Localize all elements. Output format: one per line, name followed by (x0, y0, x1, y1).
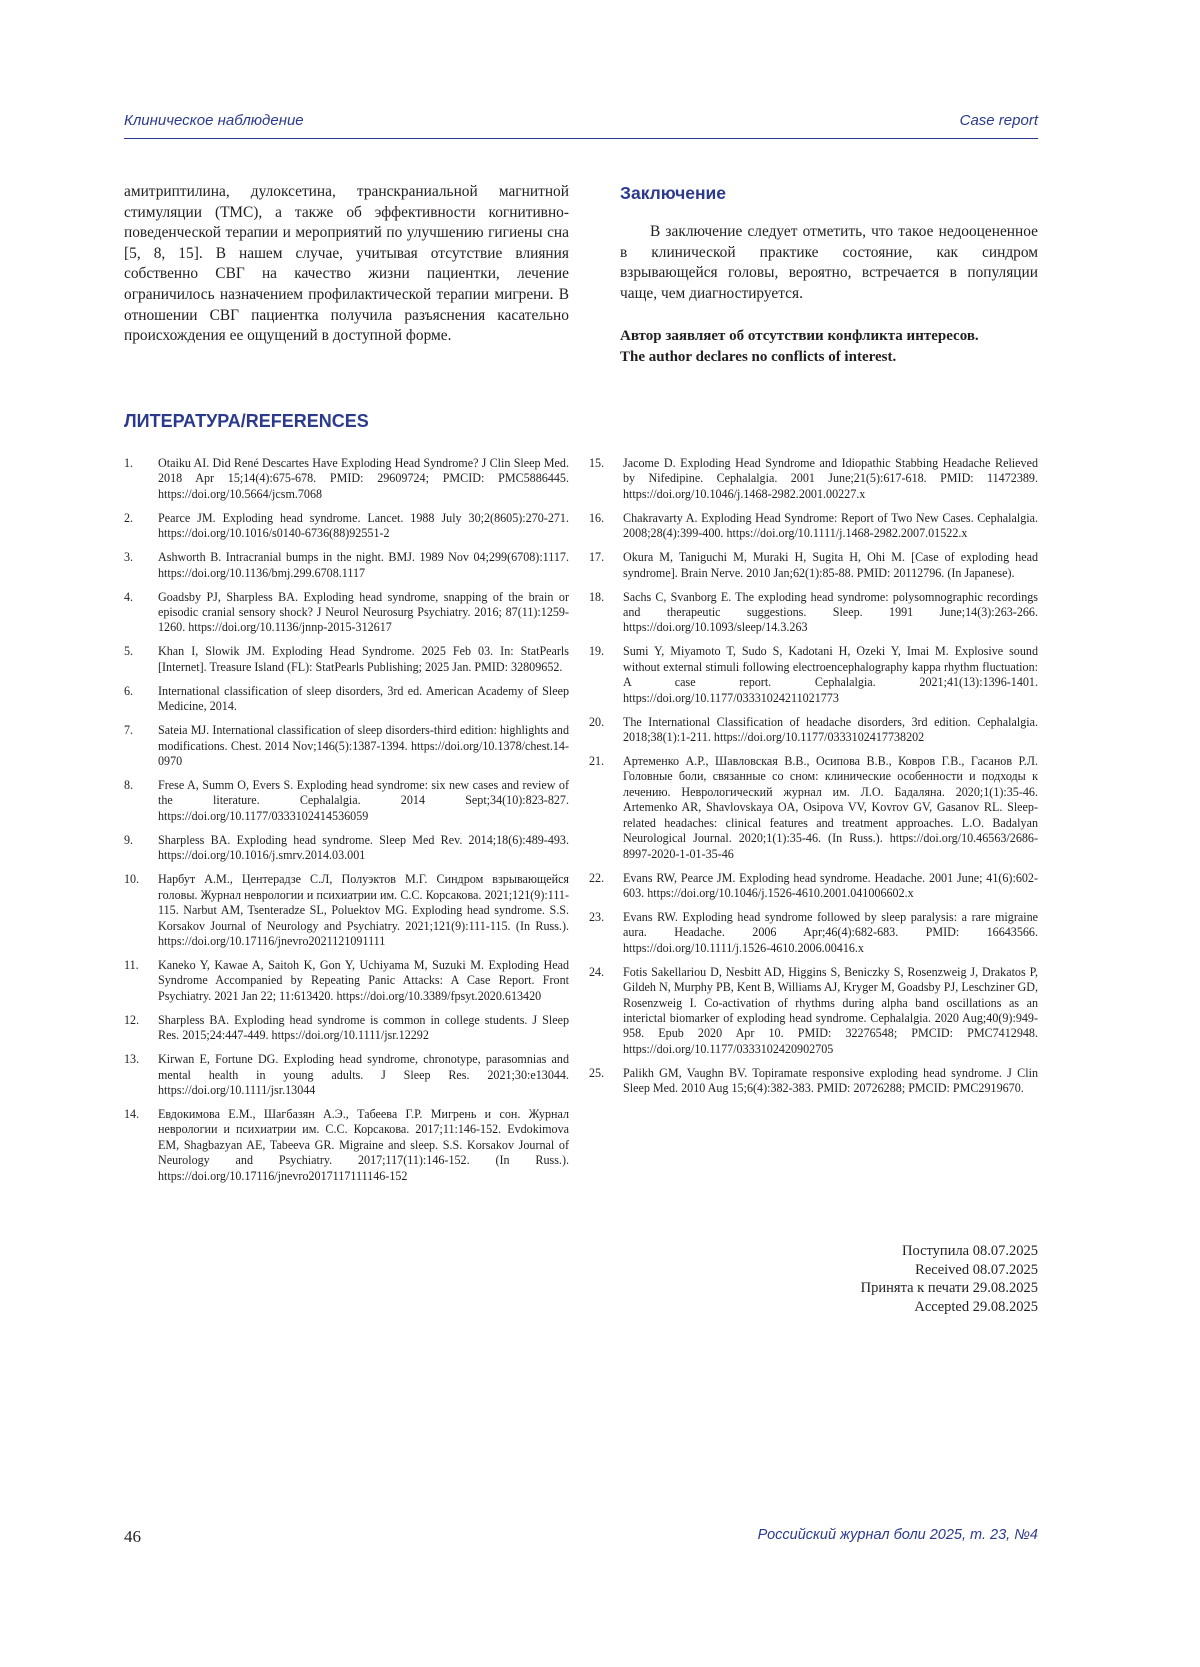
reference-number: 9. (124, 832, 134, 847)
reference-number: 3. (124, 550, 134, 565)
reference-item (124, 684, 569, 715)
reference-number: 14. (124, 1106, 140, 1121)
reference-item (124, 511, 569, 542)
header-section-en: Case report (959, 112, 1038, 129)
references-list-left (124, 456, 569, 1193)
reference-number: 25. (589, 1065, 605, 1080)
date-received-ru: Поступила 08.07.2025 (902, 1243, 1038, 1259)
reference-item (589, 871, 1038, 902)
references-list-right (589, 456, 1038, 1105)
reference-item (124, 778, 569, 824)
reference-text: Kirwan E, Fortune DG. Exploding head syndrome, chronotype, parasomnias and mental health in young adults. J Sleep Res. 2021;30:e13044. https://doi.org/10.1111/jsr.13044 (158, 1052, 569, 1097)
reference-text: Евдокимова Е.М., Шагбазян А.Э., Табеева Г.Р. Мигрень и сон. Журнал неврологии и психиатрии им. С.С. Корсакова. 2017;11:146-152. Evdokimova EM, Shagbazyan AE, Tabeeva GR. Migraine and sleep. S.S. Korsakov Journal of Neurology and Psychiatry. 2017;117(11):146-152. (In Russ.). https://doi.org/10.17116/jnevro2017117111146-152 (158, 1106, 569, 1183)
reference-item (124, 1107, 569, 1184)
reference-number: 23. (589, 909, 605, 924)
reference-number: 1. (124, 456, 134, 470)
reference-item (124, 590, 569, 636)
reference-text: Fotis Sakellariou D, Nesbitt AD, Higgins S, Beniczky S, Rosenzweig J, Drakatos P, Gildeh N, Murphy PB, Kent B, Williams AJ, Kryger M, Goadsby PJ, Leschziner GD, Rosenzweig I. Co-activation of rhythms during alpha band oscillations as an interictal biomarker of exploding head syndrome. Cephalalgia. 2020 Aug;40(9):949-958. Epub 2020 Apr 10. PMID: 32276548; PMCID: PMC7412948. https://doi.org/10.1177/0333102420902705 (623, 964, 1038, 1056)
reference-number: 17. (589, 550, 605, 565)
running-header (124, 112, 1038, 139)
reference-item (124, 872, 569, 949)
reference-item (124, 723, 569, 769)
reference-text: Sateia MJ. International classification of sleep disorders-third edition: highlights and modifications. Chest. 2014 Nov;146(5):1387-1394. https://doi.org/10.1378/chest.14-0970 (158, 723, 569, 769)
reference-number: 4. (124, 589, 134, 604)
reference-text: Sumi Y, Miyamoto T, Sudo S, Kadotani H, Ozeki Y, Imai M. Explosive sound without external stimuli following electroencephalography kappa rhythm fluctuation: A case report. Cephalalgia. 2021;41(13):1396-1401. https://doi.org/10.1177/03331024211021773 (623, 644, 1038, 705)
reference-text: Khan I, Slowik JM. Exploding Head Syndrome. 2025 Feb 03. In: StatPearls [Internet]. Treasure Island (FL): StatPearls Publishing; 2025 Jan. PMID: 32809652. (158, 644, 569, 674)
reference-text: The International Classification of headache disorders, 3rd edition. Cephalalgia. 2018;38(1):1-211. https://doi.org/10.1177/0333102417738202 (623, 714, 1038, 745)
reference-number: 24. (589, 964, 605, 979)
reference-text: Sharpless BA. Exploding head syndrome. Sleep Med Rev. 2014;18(6):489-493. https://doi.org/10.1016/j.smrv.2014.03.001 (158, 832, 569, 863)
reference-number: 22. (589, 870, 605, 885)
reference-number: 19. (589, 644, 605, 659)
reference-text: Chakravarty A. Exploding Head Syndrome: Report of Two New Cases. Cephalalgia. 2008;28(4):399-400. https://doi.org/10.1111/j.1468-2982.2007.01522.x (623, 510, 1038, 541)
reference-number: 10. (124, 872, 140, 887)
reference-text: Нарбут А.М., Центерадзе С.Л, Полуэктов М.Г. Синдром взрывающейся головы. Журнал неврологии и психиатрии им. С.С. Корсакова. 2021;121(9):111-115. Narbut AM, Tsenteradze SL, Poluektov MG. Exploding head syndrome. S.S. Korsakov Journal of Neurology and Psychiatry. 2021;121(9):111-115. (In Russ.). https://doi.org/10.17116/jnevro2021121091111 (158, 872, 569, 948)
reference-item (589, 715, 1038, 746)
reference-number: 5. (124, 644, 134, 659)
reference-text: Otaiku AI. Did René Descartes Have Exploding Head Syndrome? J Clin Sleep Med. 2018 Apr 15;14(4):675-678. PMID: 29609724; PMCID: PMC5886445. https://doi.org/10.5664/jcsm.7068 (158, 456, 569, 501)
reference-number: 2. (124, 510, 134, 525)
reference-item (589, 511, 1038, 542)
reference-item (589, 965, 1038, 1057)
reference-text: Артеменко А.Р., Шавловская В.В., Осипова В.В., Ковров Г.В., Гасанов Р.Л. Головные боли, связанные со сном: клинические особенности и подходы к лечению. Неврологический журнал им. Л.О. Бадаляна. 2020;1(1):35-46. Artemenko AR, Shavlovskaya OA, Osipova VV, Kovrov GV, Gasanov RL. Sleep-related headaches: clinical features and treatment approaches. L.O. Badalyan Neurological Journal. 2020;1(1):35-46. (In Russ.). https://doi.org/10.46563/2686-8997-2020-1-01-35-46 (623, 754, 1038, 861)
reference-item (589, 910, 1038, 956)
reference-text: Kaneko Y, Kawae A, Saitoh K, Gon Y, Uchiyama M, Suzuki M. Exploding Head Syndrome Accompanied by Repeating Panic Attacks: A Case Report. Front Psychiatry. 2021 Jan 22; 11:613420. https://doi.org/10.3389/fpsyt.2020.613420 (158, 957, 569, 1003)
reference-item (589, 754, 1038, 862)
reference-item (589, 644, 1038, 706)
reference-number: 20. (589, 714, 605, 729)
conclusion-paragraph: В заключение следует отметить, что такое недооцененное в клинической практике состояние, как синдром взрывающейся головы, вероятно, встречается в популяции чаще, чем диагностируется. (620, 223, 1038, 302)
reference-item (124, 456, 569, 502)
date-accepted-ru: Принята к печати 29.08.2025 (860, 1280, 1038, 1297)
reference-item (589, 550, 1038, 581)
reference-text: Goadsby PJ, Sharpless BA. Exploding head syndrome, snapping of the brain or episodic cranial sensory shock? J Neurol Neurosurg Psychiatry. 2016; 87(11):1259-1260. https://doi.org/10.1136/jnnp-2015-312617 (158, 589, 569, 635)
submission-dates (861, 1242, 1038, 1316)
conclusion-heading: Заключение (620, 183, 727, 203)
reference-number: 18. (589, 589, 605, 604)
reference-item (124, 1013, 569, 1044)
date-accepted-en: Accepted 29.08.2025 (914, 1298, 1038, 1315)
reference-number: 12. (124, 1012, 140, 1027)
journal-citation: Российский журнал боли 2025, т. 23, №4 (757, 1527, 1038, 1543)
conclusion-section (620, 183, 1038, 368)
reference-item (589, 590, 1038, 636)
body-paragraph: амитриптилина, дулоксетина, транскраниальной магнитной стимуляции (ТМС), а также об эффективности когнитивно-поведенческой терапии и мероприятий по улучшению гигиены сна [5, 8, 15]. В нашем случае, учитывая отсутствие влияния собственно СВГ на качество жизни пациентки, лечение ограничилось назначением профилактической терапии мигрени. В отношении СВГ пациентка получила разъяснения касательно происхождения ее ощущений в доступной форме. (124, 183, 569, 345)
coi-ru: Автор заявляет об отсутствии конфликта интересов. (620, 328, 979, 345)
references-heading: ЛИТЕРАТУРА/REFERENCES (124, 411, 369, 431)
reference-item (124, 958, 569, 1004)
reference-number: 7. (124, 723, 134, 738)
page-number: 46 (124, 1527, 141, 1546)
conflict-of-interest (620, 326, 1038, 367)
reference-item (589, 1066, 1038, 1097)
reference-number: 13. (124, 1052, 140, 1067)
reference-number: 21. (589, 754, 605, 769)
reference-item (589, 456, 1038, 502)
reference-number: 15. (589, 456, 605, 470)
reference-number: 11. (124, 957, 139, 972)
reference-item (124, 1052, 569, 1098)
reference-text: Frese A, Summ O, Evers S. Exploding head syndrome: six new cases and review of the literature. Cephalalgia. 2014 Sept;34(10):823-827. https://doi.org/10.1177/0333102414536059 (158, 778, 569, 823)
date-received-en: Received 08.07.2025 (915, 1261, 1038, 1278)
coi-en: The author declares no conflicts of interest. (620, 348, 897, 365)
reference-text: Sachs C, Svanborg E. The exploding head syndrome: polysomnographic recordings and therapeutic suggestions. Sleep. 1991 June;14(3):263-266. https://doi.org/10.1093/sleep/14.3.263 (623, 589, 1038, 635)
reference-text: Jacome D. Exploding Head Syndrome and Idiopathic Stabbing Headache Relieved by Nifedipine. Cephalalgia. 2001 June;21(5):617-618. PMID: 11472389. https://doi.org/10.1046/j.1468-2982.2001.00227.x (623, 456, 1038, 501)
reference-text: Ashworth B. Intracranial bumps in the night. BMJ. 1989 Nov 04;299(6708):1117. https://doi.org/10.1136/bmj.299.6708.1117 (158, 550, 569, 580)
reference-number: 16. (589, 510, 605, 525)
reference-text: International classification of sleep disorders, 3rd ed. American Academy of Sleep Medicine, 2014. (158, 683, 569, 714)
reference-text: Pearce JM. Exploding head syndrome. Lancet. 1988 July 30;2(8605):270-271. https://doi.org/10.1016/s0140-6736(88)92551-2 (158, 510, 569, 541)
reference-number: 6. (124, 683, 134, 698)
reference-text: Sharpless BA. Exploding head syndrome is common in college students. J Sleep Res. 2015;24:447-449. https://doi.org/10.1111/jsr.12292 (158, 1012, 569, 1043)
left-text-column (124, 182, 569, 347)
reference-number: 8. (124, 778, 134, 793)
reference-text: Okura M, Taniguchi M, Muraki H, Sugita H, Ohi M. [Case of exploding head syndrome]. Brain Nerve. 2010 Jan;62(1):85-88. PMID: 20112796. (In Japanese). (623, 550, 1038, 580)
reference-item (124, 550, 569, 581)
reference-text: Palikh GM, Vaughn BV. Topiramate responsive exploding head syndrome. J Clin Sleep Med. 2010 Aug 15;6(4):382-383. PMID: 20726288; PMCID: PMC2919670. (623, 1065, 1038, 1096)
header-section-ru: Клиническое наблюдение (124, 112, 304, 129)
reference-item (124, 833, 569, 864)
reference-text: Evans RW, Pearce JM. Exploding head syndrome. Headache. 2001 June; 41(6):602-603. https://doi.org/10.1046/j.1526-4610.2001.041006602.x (623, 870, 1038, 900)
reference-item (124, 644, 569, 675)
reference-text: Evans RW. Exploding head syndrome followed by sleep paralysis: a rare migraine aura. Headache. 2006 Apr;46(4):682-683. PMID: 16643566. https://doi.org/10.1111/j.1526-4610.2006.00416.x (623, 909, 1038, 955)
